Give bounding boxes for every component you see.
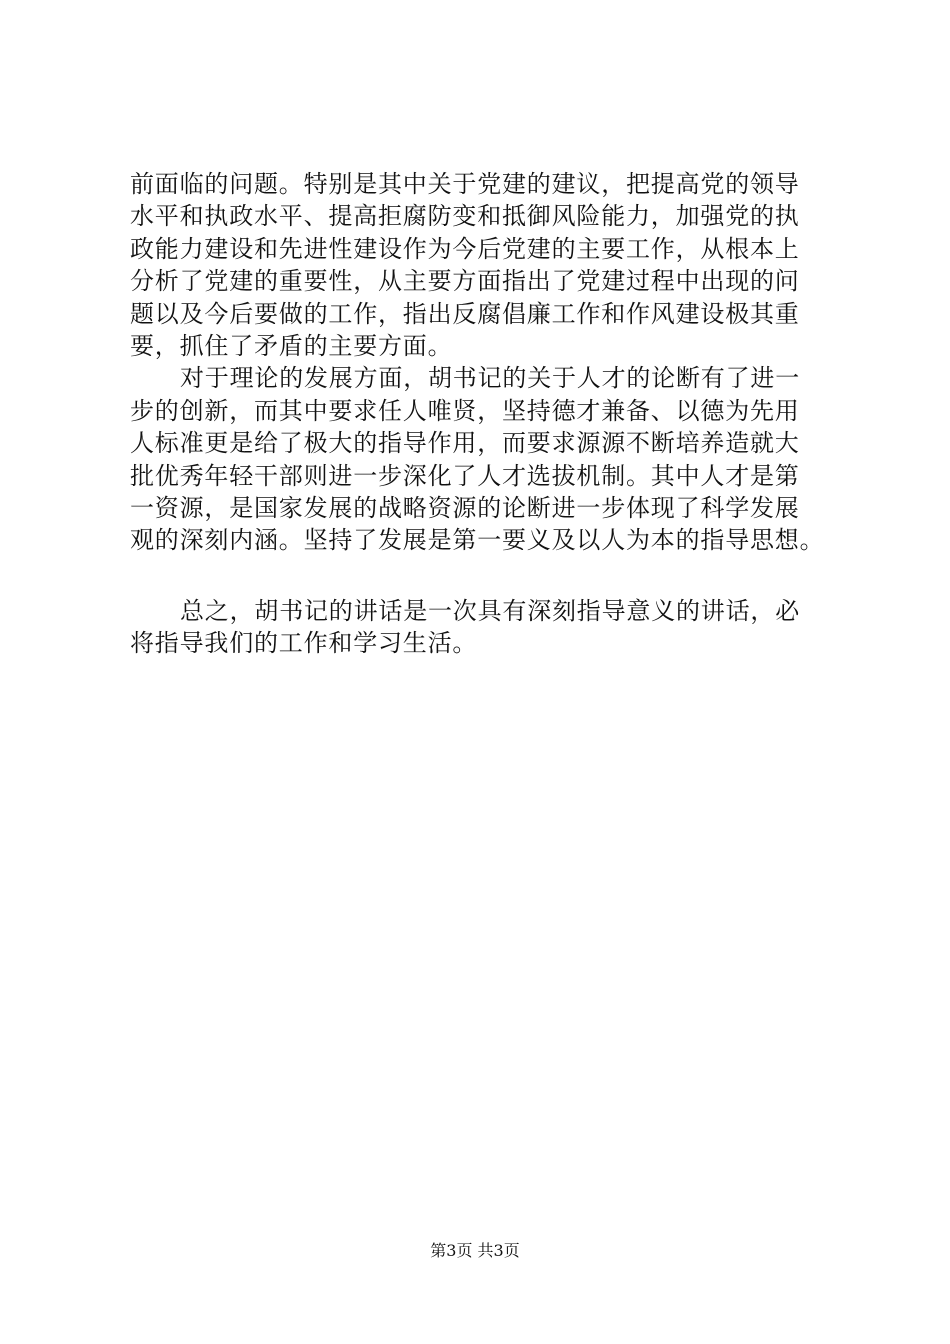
paragraph-1 <box>130 168 850 362</box>
text-line: 要，抓住了矛盾的主要方面。 <box>130 331 453 360</box>
text-line: 批优秀年轻干部则进一步深化了人才选拔机制。其中人才是第 <box>130 461 800 490</box>
text-line: 前面临的问题。特别是其中关于党建的建议，把提高党的领导 <box>130 170 800 198</box>
paragraph-3 <box>130 595 850 660</box>
page-number-footer: 第3页 共3页 <box>430 1241 520 1260</box>
text-line: 题以及今后要做的工作，指出反腐倡廉工作和作风建设极其重 <box>130 299 800 328</box>
document-body <box>130 168 850 659</box>
text-line: 观的深刻内涵。坚持了发展是第一要义及以人为本的指导思想。 <box>130 526 825 555</box>
text-line: 人标准更是给了极大的指导作用，而要求源源不断培养造就大 <box>130 429 800 458</box>
paragraph-2 <box>130 362 850 556</box>
paragraph-spacer <box>130 557 850 595</box>
text-line: 步的创新，而其中要求任人唯贤，坚持德才兼备、以德为先用 <box>130 396 800 425</box>
text-line: 对于理论的发展方面，胡书记的关于人才的论断有了进一 <box>180 364 800 393</box>
text-line: 将指导我们的工作和学习生活。 <box>130 629 478 658</box>
text-line: 水平和执政水平、提高拒腐防变和抵御风险能力，加强党的执 <box>130 202 800 231</box>
text-line: 总之，胡书记的讲话是一次具有深刻指导意义的讲话，必 <box>180 596 800 625</box>
text-line: 一资源，是国家发展的战略资源的论断进一步体现了科学发展 <box>130 493 800 522</box>
text-line: 政能力建设和先进性建设作为今后党建的主要工作，从根本上 <box>130 234 800 263</box>
text-line: 分析了党建的重要性，从主要方面指出了党建过程中出现的问 <box>130 267 800 296</box>
